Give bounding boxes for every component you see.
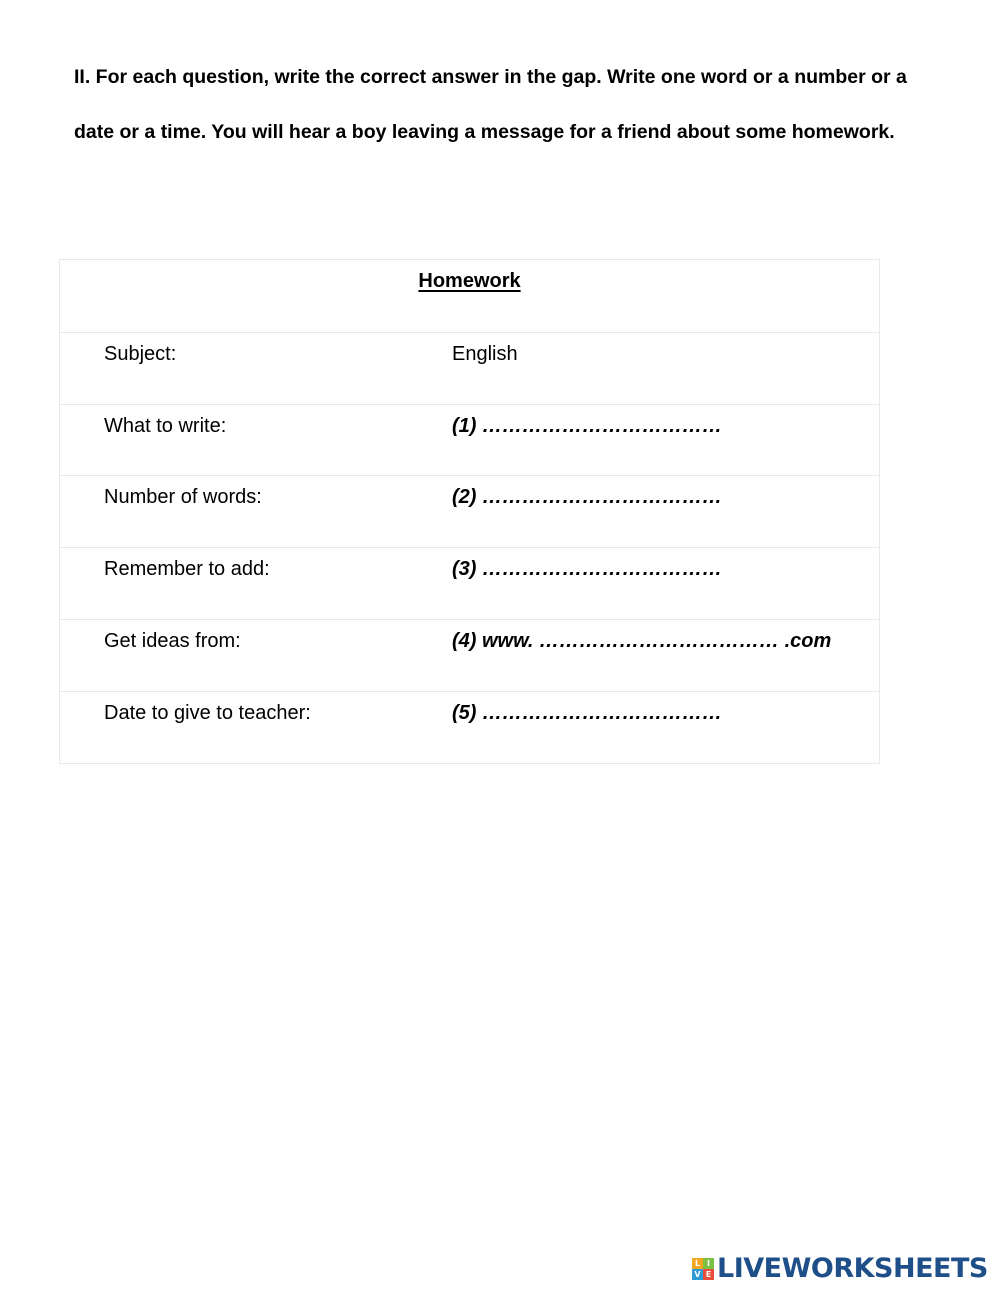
table-row-number-of-words xyxy=(60,475,879,547)
table-row-subject xyxy=(60,332,879,404)
instructions-line-1: II. For each question, write the correct answer in the gap. Write one word or a number or a xyxy=(74,66,907,88)
answer-gap-5[interactable]: (5) ……………………………… xyxy=(452,701,722,724)
answer-gap-4[interactable]: (4) www. ……………………………… .com xyxy=(452,629,832,652)
row-label: Remember to add: xyxy=(104,558,270,581)
answer-gap-3[interactable]: (3) ……………………………… xyxy=(452,558,722,581)
answer-gap-1[interactable]: (1) ……………………………… xyxy=(452,414,722,437)
row-value: English xyxy=(452,342,518,365)
instructions-line-2: date or a time. You will hear a boy leaving a message for a friend about some homework. xyxy=(74,121,895,143)
row-label: Subject: xyxy=(104,342,177,365)
table-row-remember-to-add xyxy=(60,547,879,619)
table-title-row xyxy=(60,260,879,332)
row-label: Get ideas from: xyxy=(104,629,241,652)
logo-mark-letter: E xyxy=(703,1269,714,1280)
answer-gap-2[interactable]: (2) ……………………………… xyxy=(452,486,722,509)
logo-mark-letter: V xyxy=(692,1269,703,1280)
table-row-what-to-write xyxy=(60,404,879,476)
instructions xyxy=(74,50,954,160)
liveworksheets-logo xyxy=(692,1254,988,1284)
logo-mark-icon xyxy=(692,1258,714,1280)
row-label: Number of words: xyxy=(104,486,262,509)
homework-table xyxy=(59,259,880,764)
table-row-get-ideas-from xyxy=(60,619,879,691)
logo-text: LIVEWORKSHEETS xyxy=(717,1253,988,1284)
table-row-date-to-give xyxy=(60,691,879,763)
row-label: What to write: xyxy=(104,414,227,437)
logo-mark-letter: I xyxy=(703,1258,714,1269)
table-title: Homework xyxy=(418,270,521,292)
row-label: Date to give to teacher: xyxy=(104,701,311,724)
logo-mark-letter: L xyxy=(692,1258,703,1269)
